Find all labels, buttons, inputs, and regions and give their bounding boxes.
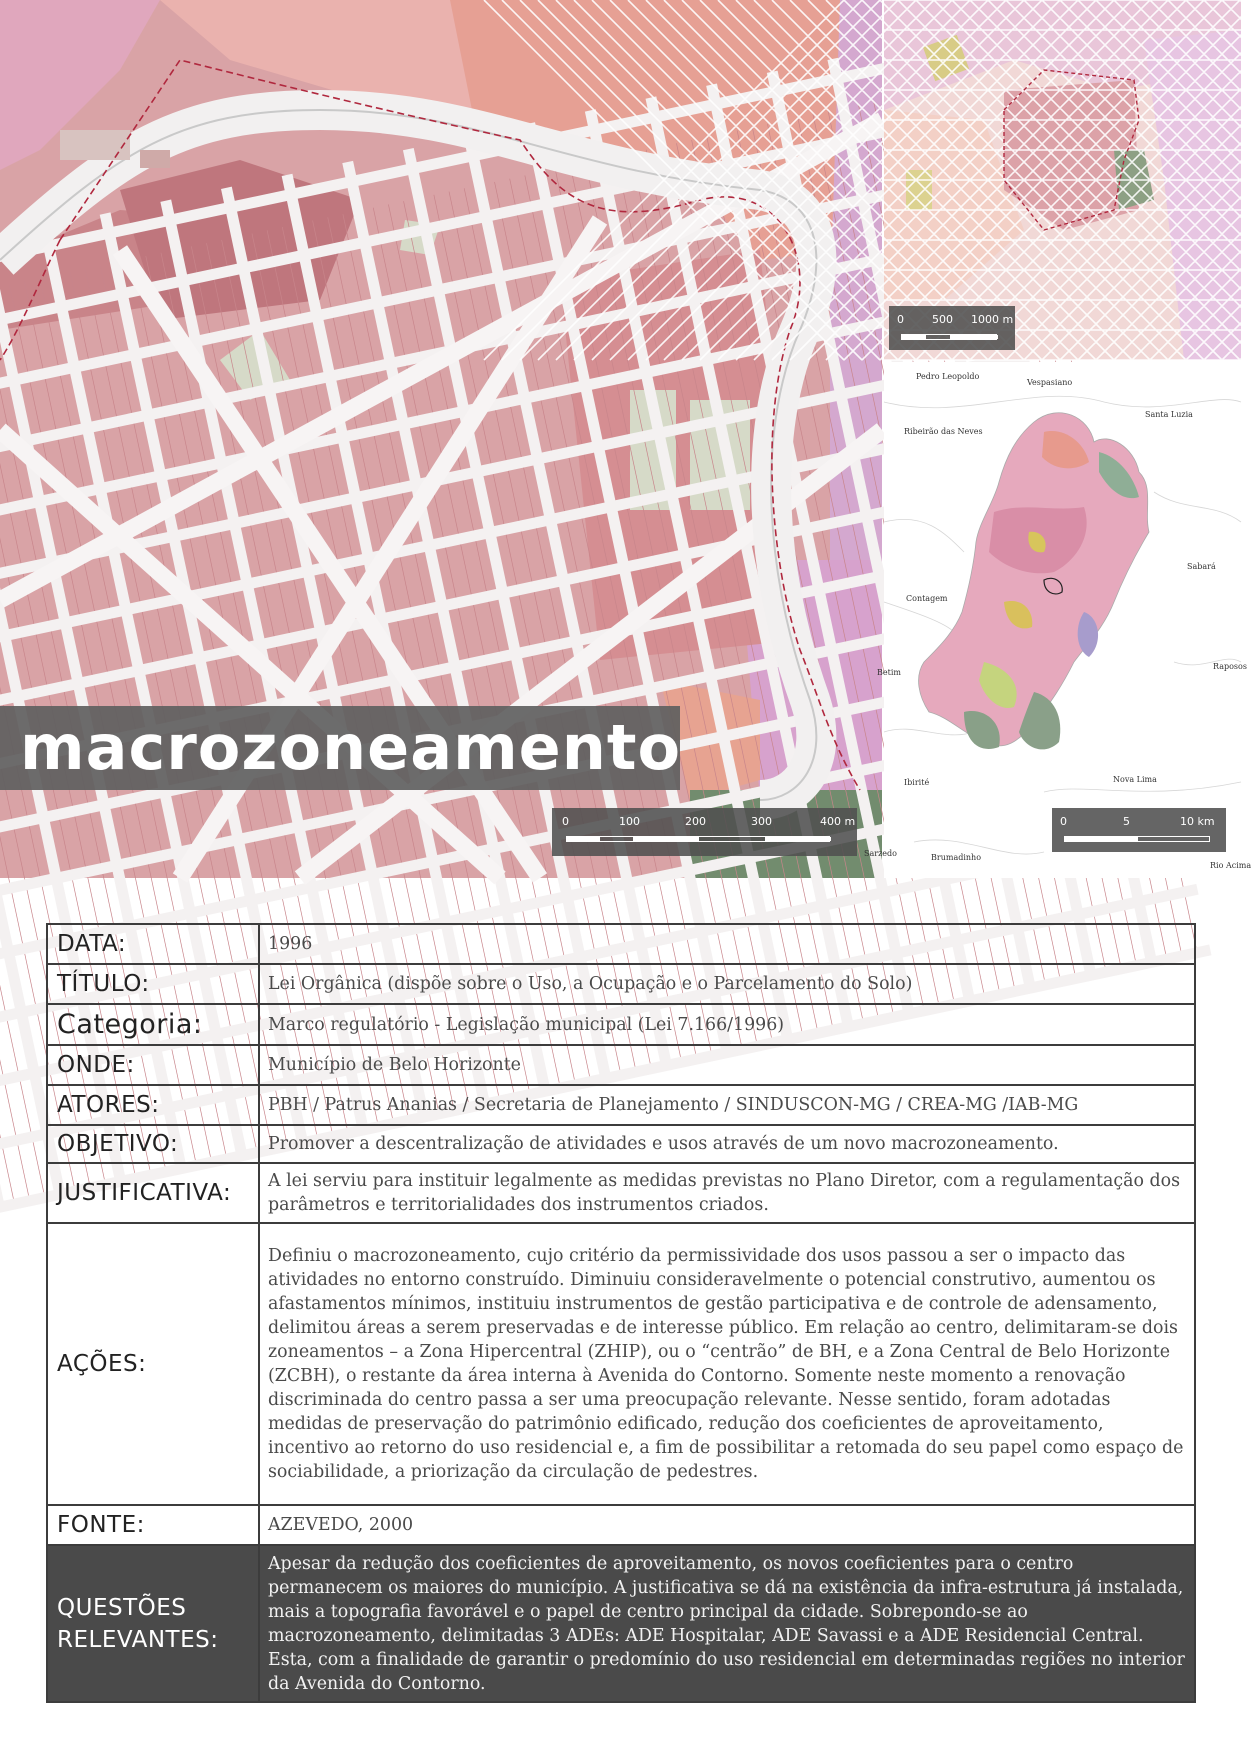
- row-label-categoria: Categoria:: [47, 1004, 259, 1045]
- scale-label: 0: [1060, 815, 1067, 828]
- row-value-data: 1996: [259, 924, 1195, 964]
- scale-bar-graphic: [901, 334, 997, 340]
- row-label-titulo: TÍTULO:: [47, 964, 259, 1004]
- table-row: [47, 1223, 1195, 1505]
- place-label: Raposos: [1213, 662, 1247, 671]
- place-label: Vespasiano: [1027, 378, 1073, 387]
- row-label-fonte: FONTE:: [47, 1505, 259, 1545]
- table-row: [47, 1505, 1195, 1545]
- row-value-acoes: Definiu o macrozoneamento, cujo critério da permissividade dos usos passou a ser o impacto das atividades no entorno construído. Diminuiu consideravelmente o potencial construtivo, aumentou os afastamentos mínimos, instituiu instrumentos de gestão participativa e de controle de adensamento, delimitou áreas a serem preservadas e de interesse público. Em relação ao centro, delimitaram-se dois zoneamentos – a Zona Hipercentral (ZHIP), ou o “centrão” de BH, e a Zona Central de Belo Horizonte (ZCBH), o restante da área interna à Avenida do Contorno. Somente neste momento a renovação discriminada do centro passa a ser uma preocupação relevante. Nesse sentido, foram adotadas medidas de preservação do patrimônio edificado, redução dos coeficientes de aproveitamento, incentivo ao retorno do uso residencial e, a fim de possibilitar a retomada do seu papel como espaço de sociabilidade, a priorização da circulação de pedestres.: [259, 1223, 1195, 1505]
- scale-bar-graphic: [566, 836, 830, 842]
- scale-label: 400 m: [820, 815, 856, 828]
- scale-label: 200: [685, 815, 706, 828]
- inset-map-municipality[interactable]: [864, 362, 1251, 878]
- row-value-titulo: Lei Orgânica (dispõe sobre o Uso, a Ocupação e o Parcelamento do Solo): [259, 964, 1195, 1004]
- place-label: Santa Luzia: [1145, 410, 1193, 419]
- main-scale-bar: [552, 808, 857, 856]
- place-label: Brumadinho: [931, 853, 982, 862]
- row-value-onde: Município de Belo Horizonte: [259, 1045, 1195, 1085]
- place-label: Sarzedo: [864, 849, 897, 858]
- info-table: [46, 923, 1196, 1703]
- row-value-justificativa: A lei serviu para instituir legalmente as medidas previstas no Plano Diretor, com a regulamentação dos parâmetros e territorialidades dos instrumentos criados.: [259, 1163, 1195, 1223]
- inset-map-center[interactable]: [884, 0, 1241, 360]
- row-value-atores: PBH / Patrus Ananias / Secretaria de Planejamento / SINDUSCON-MG / CREA-MG /IAB-MG: [259, 1085, 1195, 1125]
- scale-label: 300: [751, 815, 772, 828]
- inset-center-scale-bar: [889, 306, 1015, 350]
- place-label: Rio Acima: [1210, 861, 1251, 870]
- row-label-questoes: QUESTÕES RELEVANTES:: [47, 1545, 259, 1702]
- table-row: [47, 964, 1195, 1004]
- row-label-objetivo: OBJETIVO:: [47, 1125, 259, 1163]
- scale-label: 500: [932, 313, 953, 326]
- table-row: [47, 1045, 1195, 1085]
- table-row: [47, 1163, 1195, 1223]
- scale-label: 5: [1123, 815, 1130, 828]
- row-value-fonte: AZEVEDO, 2000: [259, 1505, 1195, 1545]
- place-label: Betim: [877, 668, 901, 677]
- table-row: [47, 1545, 1195, 1702]
- row-label-data: DATA:: [47, 924, 259, 964]
- scale-label: 0: [562, 815, 569, 828]
- row-value-categoria: Marco regulatório - Legislação municipal (Lei 7.166/1996): [259, 1004, 1195, 1045]
- place-label: Sabará: [1187, 562, 1216, 571]
- table-row: [47, 924, 1195, 964]
- map-title: macrozoneamento: [0, 706, 680, 790]
- row-label-onde: ONDE:: [47, 1045, 259, 1085]
- scale-label: 10 km: [1180, 815, 1215, 828]
- inset-municipality-scale-bar: [1052, 808, 1226, 852]
- inset-municipality-drawing: [884, 362, 1241, 878]
- row-label-atores: ATORES:: [47, 1085, 259, 1125]
- place-label: Nova Lima: [1113, 775, 1157, 784]
- place-label: Ribeirão das Neves: [904, 427, 983, 436]
- row-value-objetivo: Promover a descentralização de atividades e usos através de um novo macrozoneamento.: [259, 1125, 1195, 1163]
- row-label-justificativa: JUSTIFICATIVA:: [47, 1163, 259, 1223]
- scale-bar-graphic: [1064, 836, 1210, 842]
- place-label: Pedro Leopoldo: [916, 372, 980, 381]
- table-row: [47, 1085, 1195, 1125]
- place-label: Ibirité: [904, 778, 930, 787]
- place-label: Contagem: [906, 594, 948, 603]
- scale-label: 1000 m: [971, 313, 1014, 326]
- scale-label: 0: [897, 313, 904, 326]
- row-value-questoes: Apesar da redução dos coeficientes de aproveitamento, os novos coeficientes para o centro permanecem os maiores do município. A justificativa se dá na existência da infra-estrutura já instalada, mais a topografia favorável e o papel de centro principal da cidade. Sobrepondo-se ao macrozoneamento, delimitadas 3 ADEs: ADE Hospitalar, ADE Savassi e a ADE Residencial Central. Esta, com a finalidade de garantir o predomínio do uso residencial em determinadas regiões no interior da Avenida do Contorno.: [259, 1545, 1195, 1702]
- scale-label: 100: [619, 815, 640, 828]
- main-map[interactable]: [0, 0, 882, 878]
- table-row: [47, 1004, 1195, 1045]
- row-label-acoes: AÇÕES:: [47, 1223, 259, 1505]
- table-row: [47, 1125, 1195, 1163]
